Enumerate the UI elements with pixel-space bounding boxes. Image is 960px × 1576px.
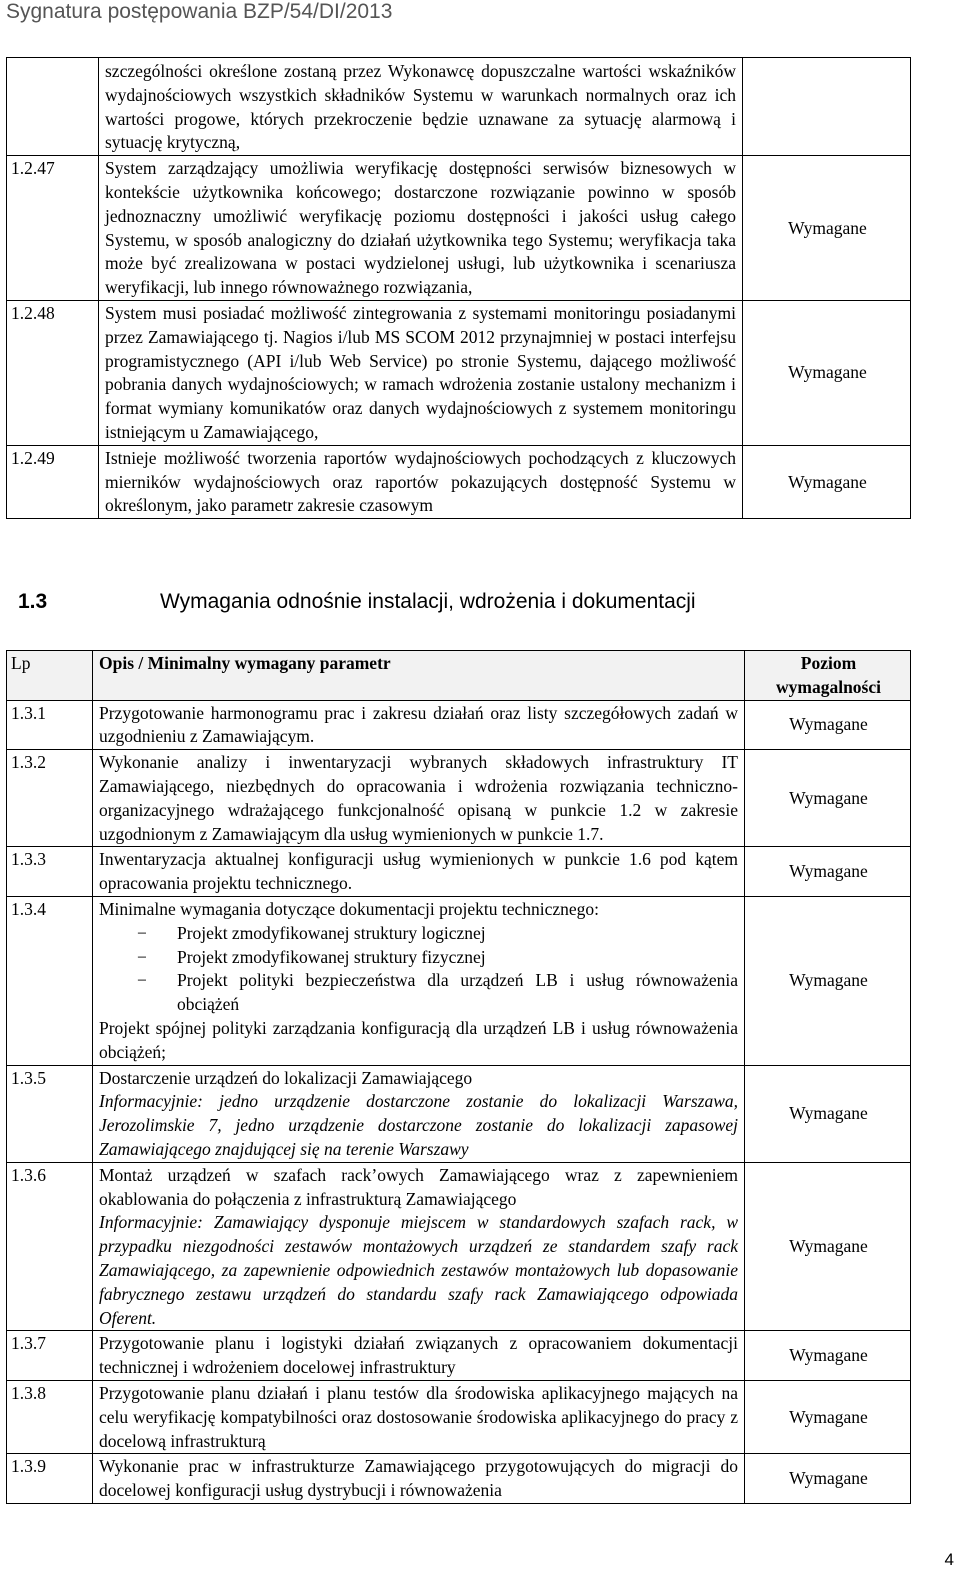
table-row	[7, 847, 911, 897]
row-description: Przygotowanie harmonogramu prac i zakresu działań oraz listy szczegółowych zadań w uzgodnieniu z Zamawiającym.	[93, 700, 745, 750]
row-level: Wymagane	[745, 1162, 911, 1331]
requirements-table-continued	[6, 57, 911, 519]
table-row	[7, 445, 911, 518]
table-row	[7, 156, 911, 301]
row-number: 1.3.2	[7, 750, 93, 847]
table-row	[7, 700, 911, 750]
page-number: 4	[944, 1550, 954, 1569]
row-level: Wymagane	[745, 1380, 911, 1453]
list-item: − Projekt zmodyfikowanej struktury logicznej	[99, 922, 738, 946]
row-description: Wykonanie prac w infrastrukturze Zamawiającego przygotowujących do migracji do docelowej konfiguracji usług dystrybucji i równoważenia	[93, 1454, 745, 1504]
section-number: 1.3	[18, 590, 48, 613]
row-number: 1.3.6	[7, 1162, 93, 1331]
header-description: Opis / Minimalny wymagany parametr	[93, 651, 745, 701]
list-item: − Projekt zmodyfikowanej struktury fizycznej	[99, 946, 738, 970]
row-description: Wykonanie analizy i inwentaryzacji wybranych składowych infrastruktury IT Zamawiającego, niezbędnych do opracowania i wdrożenia rozwiązania techniczno-organizacyjnego wdrażającego funkcjonalność opisaną w punkcie 1.2 w zakresie uzgodnionym z Zamawiającym dla usług wymienionych w punkcie 1.7.	[93, 750, 745, 847]
row-level: Wymagane	[743, 156, 911, 301]
row-level: Wymagane	[745, 1065, 911, 1162]
row-number: 1.3.7	[7, 1331, 93, 1381]
table-row	[7, 1331, 911, 1381]
row-level: Wymagane	[745, 896, 911, 1065]
row-level: Wymagane	[745, 1454, 911, 1504]
row-level: Wymagane	[745, 1331, 911, 1381]
row-number: 1.3.1	[7, 700, 93, 750]
row-description: Przygotowanie planu i logistyki działań związanych z opracowaniem dokumentacji technicznej i wdrożeniem docelowej infrastruktury	[93, 1331, 745, 1381]
row-description: Przygotowanie planu działań i planu testów dla środowiska aplikacyjnego mających na celu weryfikację kompatybilności oraz dostosowanie środowiska aplikacyjnego do pracy z docelową infrastrukturą	[93, 1380, 745, 1453]
section-title: Wymagania odnośnie instalacji, wdrożenia i dokumentacji	[160, 590, 696, 613]
table-row	[7, 1065, 911, 1162]
row-description	[93, 1162, 745, 1331]
row-intro-text: Minimalne wymagania dotyczące dokumentacji projektu technicznego:	[99, 898, 600, 919]
row-description	[93, 1065, 745, 1162]
section-heading	[18, 590, 696, 614]
table-header-row	[7, 651, 911, 701]
row-level: Wymagane	[745, 847, 911, 897]
row-level	[743, 58, 911, 156]
row-main-text: Dostarczenie urządzeń do lokalizacji Zamawiającego	[99, 1067, 473, 1088]
row-info-note: Informacyjnie: jedno urządzenie dostarczone zostanie do lokalizacji Warszawa, Jerozolimskie 7, jedno urządzenie dostarczone zostanie do lokalizacji zapasowej Zamawiającego znajdującej się na terenie Warszawy	[99, 1091, 738, 1159]
installation-requirements-table	[6, 650, 911, 1504]
row-level: Wymagane	[743, 445, 911, 518]
row-number: 1.3.5	[7, 1065, 93, 1162]
row-description: szczególności określone zostaną przez Wykonawcę dopuszczalne wartości wskaźników wydajnościowych wszystkich składników Systemu w warunkach normalnych oraz ich wartości progowe, których przekroczenie będzie uznawane za sytuację alarmową i sytuację krytyczną,	[99, 58, 743, 156]
row-number: 1.2.48	[7, 300, 99, 445]
row-description: Inwentaryzacja aktualnej konfiguracji usług wymienionych w punkcie 1.6 pod kątem opracowania projektu technicznego.	[93, 847, 745, 897]
row-number: 1.3.9	[7, 1454, 93, 1504]
row-description: System musi posiadać możliwość zintegrowania z systemami monitoringu posiadanymi przez Zamawiającego tj. Nagios i/lub MS SCOM 2012 przynajmniej w postaci interfejsu programistycznego (API i/lub Web Service) po stronie Systemu, dającego możliwość pobrania danych wydajnościowych; w ramach wdrożenia zostanie ustalony mechanizm i format wymiany komunikatów oraz danych wydajnościowych z systemem monitoringu istniejącym u Zamawiającego,	[99, 300, 743, 445]
row-number: 1.2.47	[7, 156, 99, 301]
table-row	[7, 750, 911, 847]
document-header: Sygnatura postępowania BZP/54/DI/2013	[6, 0, 393, 23]
row-number	[7, 58, 99, 156]
row-number: 1.3.4	[7, 896, 93, 1065]
header-lp: Lp	[7, 651, 93, 701]
header-level: Poziom wymagalności	[745, 651, 911, 701]
list-item: − Projekt polityki bezpieczeństwa dla urządzeń LB i usług równoważenia obciążeń	[99, 969, 738, 1017]
row-extra-text: Projekt spójnej polityki zarządzania konfiguracją dla urządzeń LB i usług równoważenia obciążeń;	[99, 1017, 738, 1062]
table-row	[7, 896, 911, 1065]
table-row	[7, 1380, 911, 1453]
row-description: System zarządzający umożliwia weryfikację dostępności serwisów biznesowych w kontekście użytkownika końcowego; dostarczone rozwiązanie powinno w sposób jednoznaczny umożliwić weryfikację poziomu dostępności i jakości usług całego Systemu, w sposób analogiczny do działań użytkownika tego Systemu; weryfikacja taka może być zrealizowana w postaci wydzielonej usługi, lub użytkownika i scenariusza weryfikacji, lub innego równoważnego rozwiązania,	[99, 156, 743, 301]
row-level: Wymagane	[745, 700, 911, 750]
row-level: Wymagane	[745, 750, 911, 847]
row-description: Istnieje możliwość tworzenia raportów wydajnościowych pochodzących z kluczowych mierników wydajnościowych oraz raportów pokazujących dostępność Systemu w określonym, jako parametr zakresie czasowym	[99, 445, 743, 518]
row-number: 1.2.49	[7, 445, 99, 518]
row-number: 1.3.8	[7, 1380, 93, 1453]
row-info-note: Informacyjnie: Zamawiający dysponuje miejscem w standardowych szafach rack, w przypadku niezgodności zestawów montażowych urządzeń ze standardem szafy rack Zamawiającego, za zapewnienie odpowiednich zestawów montażowych lub dopasowanie fabrycznego zestawu urządzeń do standardu szafy rack Zamawiającego odpowiada Oferent.	[99, 1212, 738, 1328]
table-row	[7, 300, 911, 445]
table-row	[7, 1162, 911, 1331]
row-description	[93, 896, 745, 1065]
row-main-text: Montaż urządzeń w szafach rack’owych Zamawiającego wraz z zapewnieniem okablowania do połączenia z infrastrukturą Zamawiającego	[99, 1164, 738, 1209]
table-row	[7, 1454, 911, 1504]
row-number: 1.3.3	[7, 847, 93, 897]
row-level: Wymagane	[743, 300, 911, 445]
table-row	[7, 58, 911, 156]
